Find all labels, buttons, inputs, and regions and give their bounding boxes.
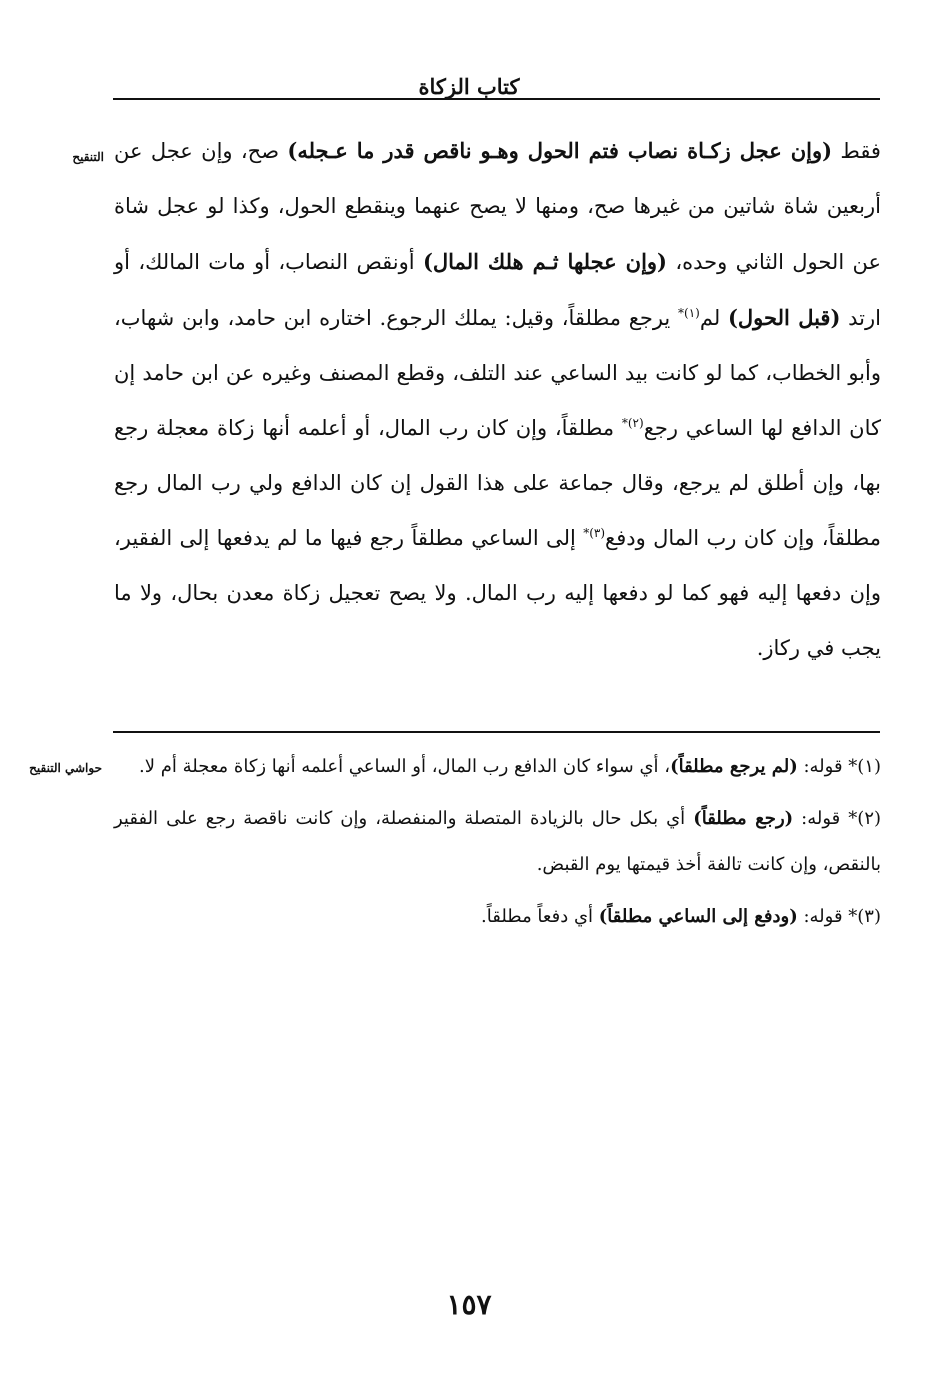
text-segment: مطلقاً، وإن كان رب المال، أو أعلمه أنها زكاة معجلة رجع بها، وإن أطلق لم يرجع، وقال جماعة على هذا القول إن كان الدافع ولي رب المال رجع مطلقاً، وإن كان رب المال ودفع bbox=[114, 416, 881, 550]
bold-matn-text: (وإن عجلها ثـم هلك المال) bbox=[422, 249, 667, 274]
page-number: ١٥٧ bbox=[446, 1288, 492, 1321]
main-paragraph bbox=[114, 123, 881, 676]
footnote-3 bbox=[114, 894, 881, 940]
header-rule bbox=[113, 98, 880, 100]
running-header-title: كتاب الزكاة bbox=[418, 74, 520, 99]
side-label-tanqih: التنقيح bbox=[72, 150, 104, 164]
footnote-marker-3: (٣)* bbox=[583, 526, 606, 540]
text-segment: لم bbox=[699, 306, 728, 330]
note-quote: (لم يرجع مطلقاً) bbox=[670, 756, 798, 777]
text-segment: إلى الساعي مطلقاً رجع فيها ما لم يدفعها إلى الفقير، وإن دفعها إليه فهو كما لو دفعها إليه رب المال. ولا يصح تعجيل زكاة معدن بحال، ولا ما يجب في ركاز. bbox=[114, 526, 881, 660]
footnote-marker-1: (١)* bbox=[678, 306, 700, 320]
text-segment: صح، وإن عجل عن أربعين شاة شاتين من غيرها صح، ومنها لا يصح عنهما وينقطع الحول، وكذا لو عجل شاة عن الحول الثاني وحده، bbox=[114, 139, 882, 274]
note-text: أي بكل حال بالزيادة المتصلة والمنفصلة، وإن كانت ناقصة رجع على الفقير بالنقص، وإن كانت تالفة أخذ قيمتها يوم القبض. bbox=[114, 808, 881, 875]
side-label-hawashi: حواشي التنقيح bbox=[29, 761, 102, 775]
footnotes-rule bbox=[113, 731, 880, 733]
main-text bbox=[114, 123, 881, 676]
note-text: ، أي سواء كان الدافع رب المال، أو الساعي أعلمه أنها زكاة معجلة أم لا. bbox=[139, 756, 671, 777]
note-lead: (١)* قوله: bbox=[797, 756, 881, 777]
text-segment: يرجع مطلقاً، وقيل: يملك الرجوع. اختاره ابن حامد، وابن شهاب، وأبو الخطاب، كما لو كانت بيد الساعي عند التلف، وقطع المصنف وغيره عن ابن حامد إن كان الدافع لها الساعي رجع bbox=[114, 306, 881, 440]
note-quote: (ودفع إلى الساعي مطلقاً) bbox=[598, 906, 798, 927]
bold-matn-text: (قبل الحول) bbox=[727, 305, 841, 330]
note-lead: (٣)* قوله: bbox=[797, 906, 881, 927]
note-text: أي دفعاً مطلقاً. bbox=[481, 906, 599, 927]
note-lead: (٢)* قوله: bbox=[793, 808, 882, 829]
bold-matn-text: (وإن عجل زكـاة نصاب فتم الحول وهـو ناقص قدر ما عـجله) bbox=[287, 138, 833, 163]
note-quote: (رجع مطلقاً) bbox=[693, 808, 794, 829]
footnote-marker-2: (٢)* bbox=[621, 416, 644, 430]
footnote-1 bbox=[114, 744, 881, 790]
text-segment: أونقص النصاب، أو مات المالك، أو ارتد bbox=[114, 250, 882, 330]
footnotes bbox=[114, 744, 881, 946]
text-segment: فقط bbox=[832, 139, 881, 163]
footnote-2 bbox=[114, 796, 881, 888]
